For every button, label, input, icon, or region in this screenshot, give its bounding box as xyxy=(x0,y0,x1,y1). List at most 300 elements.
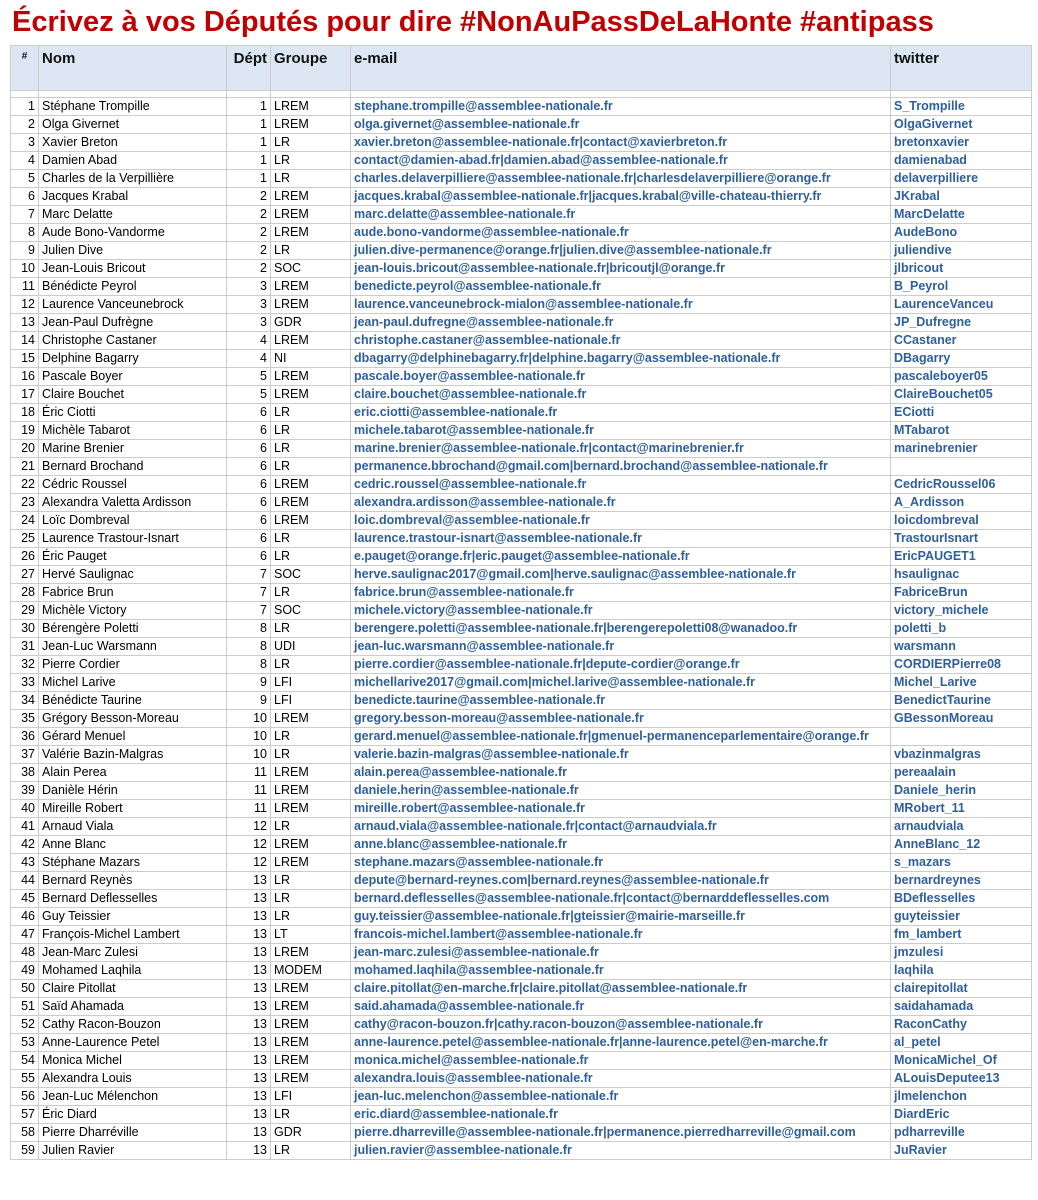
email-link[interactable]: pierre.dharreville@assemblee-nationale.fr|permanence.pierredharreville@gmail.com xyxy=(351,1124,891,1142)
table-row xyxy=(11,1034,1032,1052)
twitter-handle[interactable]: B_Peyrol xyxy=(891,278,1032,296)
deputy-name: Laurence Vanceunebrock xyxy=(39,296,227,314)
political-group: UDI xyxy=(271,638,351,656)
deputy-name: Anne Blanc xyxy=(39,836,227,854)
email-link[interactable]: laurence.vanceunebrock-mialon@assemblee-nationale.fr xyxy=(351,296,891,314)
political-group: SOC xyxy=(271,260,351,278)
table-row xyxy=(11,1052,1032,1070)
department: 1 xyxy=(227,116,271,134)
twitter-handle[interactable]: al_petel xyxy=(891,1034,1032,1052)
row-number: 18 xyxy=(11,404,39,422)
deputy-name: Éric Diard xyxy=(39,1106,227,1124)
row-number: 58 xyxy=(11,1124,39,1142)
department: 13 xyxy=(227,926,271,944)
email-link[interactable]: julien.dive-permanence@orange.fr|julien.dive@assemblee-nationale.fr xyxy=(351,242,891,260)
row-number: 14 xyxy=(11,332,39,350)
table-row xyxy=(11,134,1032,152)
email-link[interactable]: valerie.bazin-malgras@assemblee-nationale.fr xyxy=(351,746,891,764)
table-row xyxy=(11,638,1032,656)
political-group: LR xyxy=(271,548,351,566)
row-number: 17 xyxy=(11,386,39,404)
email-link[interactable]: jean-marc.zulesi@assemblee-nationale.fr xyxy=(351,944,891,962)
political-group: LR xyxy=(271,584,351,602)
twitter-handle xyxy=(891,458,1032,476)
twitter-handle[interactable]: damienabad xyxy=(891,152,1032,170)
twitter-handle[interactable]: warsmann xyxy=(891,638,1032,656)
department: 7 xyxy=(227,584,271,602)
political-group: LFI xyxy=(271,1088,351,1106)
email-link[interactable]: arnaud.viala@assemblee-nationale.fr|contact@arnaudviala.fr xyxy=(351,818,891,836)
political-group: LR xyxy=(271,170,351,188)
political-group: LR xyxy=(271,134,351,152)
deputy-name: Pascale Boyer xyxy=(39,368,227,386)
twitter-handle[interactable]: EricPAUGET1 xyxy=(891,548,1032,566)
twitter-handle[interactable]: CCastaner xyxy=(891,332,1032,350)
twitter-handle[interactable]: laqhila xyxy=(891,962,1032,980)
twitter-handle[interactable]: ECiotti xyxy=(891,404,1032,422)
email-link[interactable]: bernard.deflesselles@assemblee-nationale.fr|contact@bernarddeflesselles.com xyxy=(351,890,891,908)
deputies-table xyxy=(10,45,1032,1160)
deputy-name: Pierre Cordier xyxy=(39,656,227,674)
email-link[interactable]: pierre.cordier@assemblee-nationale.fr|depute-cordier@orange.fr xyxy=(351,656,891,674)
table-row xyxy=(11,782,1032,800)
twitter-handle[interactable]: BDeflesselles xyxy=(891,890,1032,908)
political-group: LREM xyxy=(271,188,351,206)
table-row xyxy=(11,188,1032,206)
row-number: 9 xyxy=(11,242,39,260)
email-link[interactable]: stephane.trompille@assemblee-nationale.fr xyxy=(351,98,891,116)
row-number: 28 xyxy=(11,584,39,602)
table-row xyxy=(11,1088,1032,1106)
row-number: 49 xyxy=(11,962,39,980)
table-row xyxy=(11,98,1032,116)
political-group: LREM xyxy=(271,98,351,116)
table-row xyxy=(11,296,1032,314)
twitter-handle[interactable]: GBessonMoreau xyxy=(891,710,1032,728)
twitter-handle[interactable]: arnaudviala xyxy=(891,818,1032,836)
political-group: LR xyxy=(271,404,351,422)
deputy-name: Jean-Luc Mélenchon xyxy=(39,1088,227,1106)
deputy-name: Jean-Paul Dufrègne xyxy=(39,314,227,332)
twitter-handle[interactable]: fm_lambert xyxy=(891,926,1032,944)
deputy-name: Saïd Ahamada xyxy=(39,998,227,1016)
twitter-handle[interactable]: saidahamada xyxy=(891,998,1032,1016)
twitter-handle[interactable]: JuRavier xyxy=(891,1142,1032,1160)
row-number: 31 xyxy=(11,638,39,656)
political-group: LR xyxy=(271,908,351,926)
table-row xyxy=(11,692,1032,710)
political-group: LREM xyxy=(271,296,351,314)
twitter-handle[interactable]: S_Trompille xyxy=(891,98,1032,116)
department: 12 xyxy=(227,854,271,872)
table-row xyxy=(11,800,1032,818)
row-number: 46 xyxy=(11,908,39,926)
deputy-name: Guy Teissier xyxy=(39,908,227,926)
deputy-name: Alain Perea xyxy=(39,764,227,782)
political-group: LR xyxy=(271,530,351,548)
twitter-handle[interactable]: MarcDelatte xyxy=(891,206,1032,224)
twitter-handle[interactable]: OlgaGivernet xyxy=(891,116,1032,134)
department: 13 xyxy=(227,1142,271,1160)
political-group: LR xyxy=(271,818,351,836)
row-number: 32 xyxy=(11,656,39,674)
twitter-handle[interactable]: guyteissier xyxy=(891,908,1032,926)
email-link[interactable]: anne.blanc@assemblee-nationale.fr xyxy=(351,836,891,854)
department: 11 xyxy=(227,800,271,818)
email-link[interactable]: claire.bouchet@assemblee-nationale.fr xyxy=(351,386,891,404)
department: 3 xyxy=(227,278,271,296)
department: 2 xyxy=(227,260,271,278)
department: 1 xyxy=(227,170,271,188)
political-group: LREM xyxy=(271,206,351,224)
deputy-name: Bernard Reynès xyxy=(39,872,227,890)
email-link[interactable]: xavier.breton@assemblee-nationale.fr|contact@xavierbreton.fr xyxy=(351,134,891,152)
deputy-name: Danièle Hérin xyxy=(39,782,227,800)
twitter-handle[interactable]: vbazinmalgras xyxy=(891,746,1032,764)
header-email: e-mail xyxy=(351,46,891,91)
header-num: # xyxy=(11,46,39,91)
twitter-handle[interactable]: jlbricout xyxy=(891,260,1032,278)
email-link[interactable]: dbagarry@delphinebagarry.fr|delphine.bagarry@assemblee-nationale.fr xyxy=(351,350,891,368)
row-number: 22 xyxy=(11,476,39,494)
political-group: LR xyxy=(271,1142,351,1160)
deputy-name: Bernard Brochand xyxy=(39,458,227,476)
department: 2 xyxy=(227,206,271,224)
political-group: LREM xyxy=(271,494,351,512)
table-row xyxy=(11,116,1032,134)
twitter-handle[interactable]: CedricRoussel06 xyxy=(891,476,1032,494)
row-number: 37 xyxy=(11,746,39,764)
email-link[interactable]: michellarive2017@gmail.com|michel.larive@assemblee-nationale.fr xyxy=(351,674,891,692)
row-number: 1 xyxy=(11,98,39,116)
row-number: 42 xyxy=(11,836,39,854)
political-group: LR xyxy=(271,872,351,890)
political-group: LFI xyxy=(271,674,351,692)
twitter-handle[interactable]: TrastourIsnart xyxy=(891,530,1032,548)
twitter-handle[interactable]: MRobert_11 xyxy=(891,800,1032,818)
table-row xyxy=(11,656,1032,674)
deputy-name: Stéphane Trompille xyxy=(39,98,227,116)
email-link[interactable]: charles.delaverpilliere@assemblee-nationale.fr|charlesdelaverpilliere@orange.fr xyxy=(351,170,891,188)
email-link[interactable]: aude.bono-vandorme@assemblee-nationale.fr xyxy=(351,224,891,242)
email-link[interactable]: monica.michel@assemblee-nationale.fr xyxy=(351,1052,891,1070)
twitter-handle[interactable]: CORDIERPierre08 xyxy=(891,656,1032,674)
department: 4 xyxy=(227,350,271,368)
deputy-name: Anne-Laurence Petel xyxy=(39,1034,227,1052)
email-link[interactable]: jean-luc.melenchon@assemblee-nationale.fr xyxy=(351,1088,891,1106)
row-number: 56 xyxy=(11,1088,39,1106)
table-row xyxy=(11,1070,1032,1088)
row-number: 54 xyxy=(11,1052,39,1070)
twitter-handle[interactable]: Michel_Larive xyxy=(891,674,1032,692)
email-link[interactable]: jean-louis.bricout@assemblee-nationale.fr|bricoutjl@orange.fr xyxy=(351,260,891,278)
email-link[interactable]: marc.delatte@assemblee-nationale.fr xyxy=(351,206,891,224)
twitter-handle[interactable]: MTabarot xyxy=(891,422,1032,440)
row-number: 15 xyxy=(11,350,39,368)
twitter-handle[interactable]: FabriceBrun xyxy=(891,584,1032,602)
political-group: LR xyxy=(271,728,351,746)
table-row xyxy=(11,476,1032,494)
table-row xyxy=(11,872,1032,890)
table-row xyxy=(11,728,1032,746)
deputy-name: Mireille Robert xyxy=(39,800,227,818)
email-link[interactable]: cedric.roussel@assemblee-nationale.fr xyxy=(351,476,891,494)
twitter-handle[interactable]: juliendive xyxy=(891,242,1032,260)
email-link[interactable]: marine.brenier@assemblee-nationale.fr|contact@marinebrenier.fr xyxy=(351,440,891,458)
political-group: SOC xyxy=(271,602,351,620)
department: 13 xyxy=(227,1034,271,1052)
twitter-handle[interactable]: AudeBono xyxy=(891,224,1032,242)
email-link[interactable]: e.pauget@orange.fr|eric.pauget@assemblee-nationale.fr xyxy=(351,548,891,566)
table-row xyxy=(11,584,1032,602)
department: 3 xyxy=(227,314,271,332)
department: 13 xyxy=(227,1070,271,1088)
deputy-name: Jean-Louis Bricout xyxy=(39,260,227,278)
deputy-name: Hervé Saulignac xyxy=(39,566,227,584)
email-link[interactable]: alexandra.ardisson@assemblee-nationale.fr xyxy=(351,494,891,512)
email-link[interactable]: benedicte.taurine@assemblee-nationale.fr xyxy=(351,692,891,710)
email-link[interactable]: michele.tabarot@assemblee-nationale.fr xyxy=(351,422,891,440)
email-link[interactable]: mireille.robert@assemblee-nationale.fr xyxy=(351,800,891,818)
email-link[interactable]: gerard.menuel@assemblee-nationale.fr|gmenuel-permanenceparlementaire@orange.fr xyxy=(351,728,891,746)
table-row xyxy=(11,710,1032,728)
email-link[interactable]: jacques.krabal@assemblee-nationale.fr|jacques.krabal@ville-chateau-thierry.fr xyxy=(351,188,891,206)
row-number: 13 xyxy=(11,314,39,332)
email-link[interactable]: permanence.bbrochand@gmail.com|bernard.brochand@assemblee-nationale.fr xyxy=(351,458,891,476)
deputy-name: Bernard Deflesselles xyxy=(39,890,227,908)
twitter-handle[interactable]: pdharreville xyxy=(891,1124,1032,1142)
political-group: LREM xyxy=(271,224,351,242)
row-number: 20 xyxy=(11,440,39,458)
twitter-handle[interactable]: hsaulignac xyxy=(891,566,1032,584)
email-link[interactable]: laurence.trastour-isnart@assemblee-nationale.fr xyxy=(351,530,891,548)
row-number: 39 xyxy=(11,782,39,800)
twitter-handle[interactable]: pereaalain xyxy=(891,764,1032,782)
table-row xyxy=(11,494,1032,512)
department: 2 xyxy=(227,188,271,206)
table-row xyxy=(11,998,1032,1016)
twitter-handle[interactable]: victory_michele xyxy=(891,602,1032,620)
political-group: LREM xyxy=(271,1016,351,1034)
email-link[interactable]: mohamed.laqhila@assemblee-nationale.fr xyxy=(351,962,891,980)
deputy-name: Éric Ciotti xyxy=(39,404,227,422)
row-number: 21 xyxy=(11,458,39,476)
row-number: 40 xyxy=(11,800,39,818)
twitter-handle[interactable]: ClaireBouchet05 xyxy=(891,386,1032,404)
deputy-name: Marc Delatte xyxy=(39,206,227,224)
email-link[interactable]: guy.teissier@assemblee-nationale.fr|gteissier@mairie-marseille.fr xyxy=(351,908,891,926)
table-row xyxy=(11,458,1032,476)
deputy-name: Claire Bouchet xyxy=(39,386,227,404)
header-dept: Dépt xyxy=(227,46,271,91)
deputy-name: Gérard Menuel xyxy=(39,728,227,746)
email-link[interactable]: christophe.castaner@assemblee-nationale.fr xyxy=(351,332,891,350)
email-link[interactable]: jean-paul.dufregne@assemblee-nationale.fr xyxy=(351,314,891,332)
row-number: 53 xyxy=(11,1034,39,1052)
email-link[interactable]: michele.victory@assemblee-nationale.fr xyxy=(351,602,891,620)
email-link[interactable]: depute@bernard-reynes.com|bernard.reynes@assemblee-nationale.fr xyxy=(351,872,891,890)
row-number: 27 xyxy=(11,566,39,584)
email-link[interactable]: berengere.poletti@assemblee-nationale.fr|berengerepoletti08@wanadoo.fr xyxy=(351,620,891,638)
email-link[interactable]: olga.givernet@assemblee-nationale.fr xyxy=(351,116,891,134)
twitter-handle[interactable]: s_mazars xyxy=(891,854,1032,872)
email-link[interactable]: gregory.besson-moreau@assemblee-nationale.fr xyxy=(351,710,891,728)
deputy-name: Bérengère Poletti xyxy=(39,620,227,638)
email-link[interactable]: daniele.herin@assemblee-nationale.fr xyxy=(351,782,891,800)
deputy-name: Marine Brenier xyxy=(39,440,227,458)
table-row xyxy=(11,1016,1032,1034)
table-row xyxy=(11,836,1032,854)
header-row xyxy=(11,46,1032,91)
twitter-handle[interactable]: Daniele_herin xyxy=(891,782,1032,800)
email-link[interactable]: benedicte.peyrol@assemblee-nationale.fr xyxy=(351,278,891,296)
deputy-name: Olga Givernet xyxy=(39,116,227,134)
twitter-handle[interactable]: AnneBlanc_12 xyxy=(891,836,1032,854)
email-link[interactable]: herve.saulignac2017@gmail.com|herve.saulignac@assemblee-nationale.fr xyxy=(351,566,891,584)
political-group: MODEM xyxy=(271,962,351,980)
deputy-name: François-Michel Lambert xyxy=(39,926,227,944)
twitter-handle[interactable]: BenedictTaurine xyxy=(891,692,1032,710)
row-number: 7 xyxy=(11,206,39,224)
deputy-name: Alexandra Valetta Ardisson xyxy=(39,494,227,512)
row-number: 35 xyxy=(11,710,39,728)
twitter-handle xyxy=(891,728,1032,746)
row-number: 50 xyxy=(11,980,39,998)
department: 1 xyxy=(227,152,271,170)
department: 13 xyxy=(227,890,271,908)
department: 10 xyxy=(227,710,271,728)
twitter-handle[interactable]: poletti_b xyxy=(891,620,1032,638)
twitter-handle[interactable]: delaverpilliere xyxy=(891,170,1032,188)
table-row xyxy=(11,764,1032,782)
email-link[interactable]: julien.ravier@assemblee-nationale.fr xyxy=(351,1142,891,1160)
table-row xyxy=(11,152,1032,170)
header-groupe: Groupe xyxy=(271,46,351,91)
twitter-handle[interactable]: jmzulesi xyxy=(891,944,1032,962)
row-number: 55 xyxy=(11,1070,39,1088)
table-row xyxy=(11,746,1032,764)
email-link[interactable]: claire.pitollat@en-marche.fr|claire.pitollat@assemblee-nationale.fr xyxy=(351,980,891,998)
table-row xyxy=(11,818,1032,836)
department: 6 xyxy=(227,476,271,494)
deputy-name: Jean-Luc Warsmann xyxy=(39,638,227,656)
twitter-handle[interactable]: bretonxavier xyxy=(891,134,1032,152)
table-row xyxy=(11,548,1032,566)
email-link[interactable]: eric.ciotti@assemblee-nationale.fr xyxy=(351,404,891,422)
twitter-handle[interactable]: ALouisDeputee13 xyxy=(891,1070,1032,1088)
political-group: LREM xyxy=(271,836,351,854)
deputy-name: Laurence Trastour-Isnart xyxy=(39,530,227,548)
row-number: 36 xyxy=(11,728,39,746)
email-link[interactable]: said.ahamada@assemblee-nationale.fr xyxy=(351,998,891,1016)
table-row xyxy=(11,980,1032,998)
political-group: LREM xyxy=(271,764,351,782)
political-group: GDR xyxy=(271,1124,351,1142)
department: 13 xyxy=(227,1016,271,1034)
table-row xyxy=(11,962,1032,980)
political-group: LR xyxy=(271,1106,351,1124)
department: 13 xyxy=(227,872,271,890)
department: 8 xyxy=(227,638,271,656)
twitter-handle[interactable]: bernardreynes xyxy=(891,872,1032,890)
email-link[interactable]: alain.perea@assemblee-nationale.fr xyxy=(351,764,891,782)
deputy-name: Michèle Tabarot xyxy=(39,422,227,440)
department: 7 xyxy=(227,602,271,620)
page-title: Écrivez à vos Députés pour dire #NonAuPassDeLaHonte #antipass xyxy=(12,6,934,38)
row-number: 8 xyxy=(11,224,39,242)
email-link[interactable]: fabrice.brun@assemblee-nationale.fr xyxy=(351,584,891,602)
table-row xyxy=(11,512,1032,530)
department: 6 xyxy=(227,404,271,422)
email-link[interactable]: eric.diard@assemblee-nationale.fr xyxy=(351,1106,891,1124)
political-group: LREM xyxy=(271,386,351,404)
row-number: 38 xyxy=(11,764,39,782)
twitter-handle[interactable]: JP_Dufregne xyxy=(891,314,1032,332)
email-link[interactable]: stephane.mazars@assemblee-nationale.fr xyxy=(351,854,891,872)
header-twitter: twitter xyxy=(891,46,1032,91)
deputy-name: Loïc Dombreval xyxy=(39,512,227,530)
table-row xyxy=(11,332,1032,350)
deputy-name: Cédric Roussel xyxy=(39,476,227,494)
deputy-name: Charles de la Verpillière xyxy=(39,170,227,188)
political-group: LREM xyxy=(271,476,351,494)
email-link[interactable]: alexandra.louis@assemblee-nationale.fr xyxy=(351,1070,891,1088)
twitter-handle[interactable]: MonicaMichel_Of xyxy=(891,1052,1032,1070)
department: 1 xyxy=(227,134,271,152)
department: 6 xyxy=(227,440,271,458)
twitter-handle[interactable]: DBagarry xyxy=(891,350,1032,368)
political-group: LFI xyxy=(271,692,351,710)
email-link[interactable]: anne-laurence.petel@assemblee-nationale.fr|anne-laurence.petel@en-marche.fr xyxy=(351,1034,891,1052)
deputy-name: Michèle Victory xyxy=(39,602,227,620)
twitter-handle[interactable]: A_Ardisson xyxy=(891,494,1032,512)
twitter-handle[interactable]: RaconCathy xyxy=(891,1016,1032,1034)
email-link[interactable]: pascale.boyer@assemblee-nationale.fr xyxy=(351,368,891,386)
email-link[interactable]: loic.dombreval@assemblee-nationale.fr xyxy=(351,512,891,530)
email-link[interactable]: cathy@racon-bouzon.fr|cathy.racon-bouzon@assemblee-nationale.fr xyxy=(351,1016,891,1034)
twitter-handle[interactable]: JKrabal xyxy=(891,188,1032,206)
deputy-name: Stéphane Mazars xyxy=(39,854,227,872)
political-group: LT xyxy=(271,926,351,944)
deputy-name: Julien Ravier xyxy=(39,1142,227,1160)
email-link[interactable]: jean-luc.warsmann@assemblee-nationale.fr xyxy=(351,638,891,656)
row-number: 24 xyxy=(11,512,39,530)
twitter-handle[interactable]: LaurenceVanceu xyxy=(891,296,1032,314)
political-group: LR xyxy=(271,152,351,170)
twitter-handle[interactable]: pascaleboyer05 xyxy=(891,368,1032,386)
political-group: LREM xyxy=(271,782,351,800)
table-row xyxy=(11,1106,1032,1124)
table-row xyxy=(11,260,1032,278)
department: 13 xyxy=(227,1106,271,1124)
table-row xyxy=(11,890,1032,908)
email-link[interactable]: contact@damien-abad.fr|damien.abad@assemblee-nationale.fr xyxy=(351,152,891,170)
department: 12 xyxy=(227,836,271,854)
twitter-handle[interactable]: DiardEric xyxy=(891,1106,1032,1124)
twitter-handle[interactable]: loicdombreval xyxy=(891,512,1032,530)
deputy-name: Arnaud Viala xyxy=(39,818,227,836)
email-link[interactable]: francois-michel.lambert@assemblee-nationale.fr xyxy=(351,926,891,944)
twitter-handle[interactable]: jlmelenchon xyxy=(891,1088,1032,1106)
political-group: LREM xyxy=(271,710,351,728)
table-row xyxy=(11,170,1032,188)
twitter-handle[interactable]: marinebrenier xyxy=(891,440,1032,458)
table-row xyxy=(11,440,1032,458)
twitter-handle[interactable]: clairepitollat xyxy=(891,980,1032,998)
department: 6 xyxy=(227,458,271,476)
political-group: LR xyxy=(271,656,351,674)
department: 13 xyxy=(227,998,271,1016)
